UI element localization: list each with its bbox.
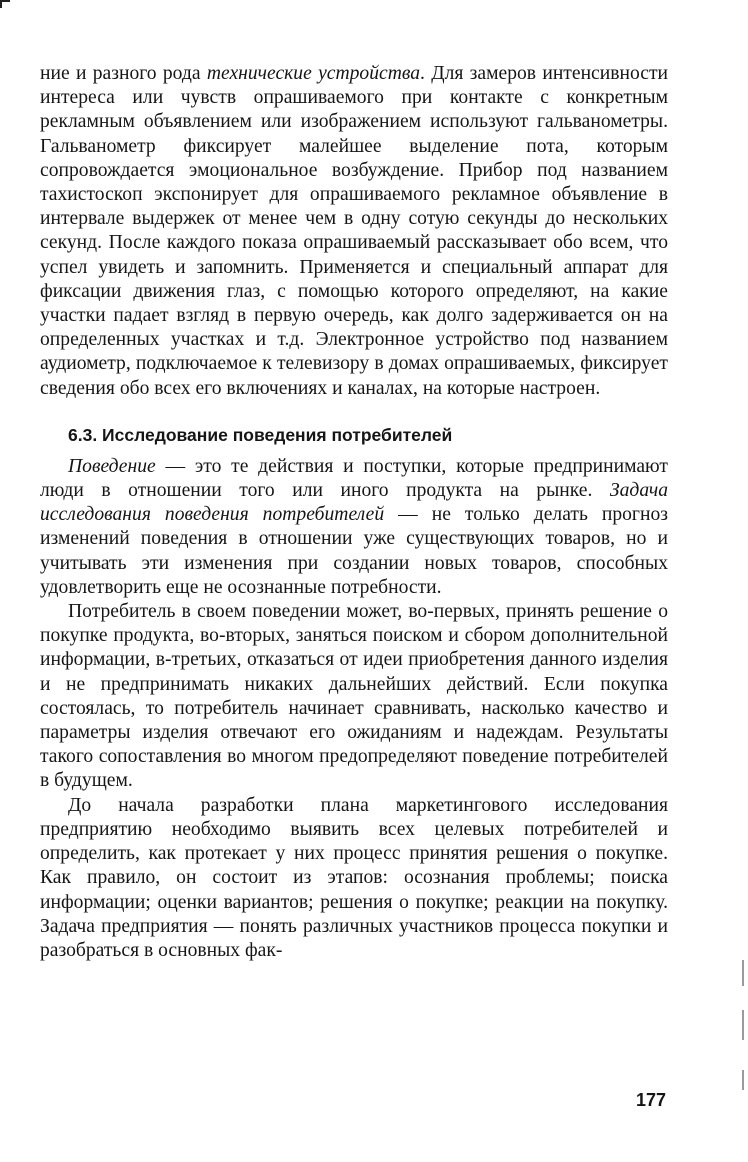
paragraph-text: — не только делать прогноз изменений поведения в отношении уже существующих товаров, но и учитывать эти изменения при создании новых товаров, способных удовлетворить еще не осознанные потребности. (40, 504, 668, 598)
book-page (40, 62, 668, 963)
paragraph-behavior-definition (40, 455, 668, 600)
section-heading: 6.3. Исследование поведения потребителей (68, 424, 453, 445)
paragraph-text: ние и разного рода (40, 63, 207, 84)
emphasis-technical-devices: технические устройства (206, 63, 421, 84)
paragraph-research-plan: До начала разработки плана маркетингового исследования предприятию необходимо выявить всех целевых потребителей и определить, как протекает у них процесс принятия решения о покупке. Как правило, он состоит из этапов: осознания проблемы; поиска информации; оценки вариантов; решения о покупке; реакции на покупку. Задача предприятия — понять различных участников процесса покупки и разобраться в основных фак- (40, 794, 668, 961)
page-number: 177 (635, 1090, 666, 1110)
scan-edge-mark (742, 1070, 744, 1090)
paragraph-measuring-devices (40, 62, 668, 401)
emphasis-behavior: Поведение (68, 455, 156, 477)
paragraph-text: . Для замеров интенсивности интереса или чувств опрашиваемого при контакте с конкретным рекламным объявлением или изображением используют гальванометры. Гальванометр фиксирует малейшее выделение пота, которым сопровождается эмоциональное возбуждение. Прибор под названием тахистоскоп экспонирует для опрашиваемого рекламное объявление в интервале выдержек от менее чем в одну сотую секунды до нескольких секунд. После каждого показа опрашиваемый рассказывает обо всем, что успел увидеть и запомнить. Применяется и специальный аппарат для фиксации движения глаз, с помощью которого определяют, на какие участки падает взгляд в первую очередь, как долго задерживается он на определенных участках и т.д. Электронное устройство под названием аудиометр, подключаемое к телевизору в домах опрашиваемых, фиксирует сведения обо всех его включениях и каналах, на которые настроен. (40, 63, 669, 399)
scan-edge-mark (742, 1010, 744, 1040)
paragraph-consumer-decision: Потребитель в своем поведении может, во-первых, принять решение о покупке продукта, во-вторых, заняться поиском и сбором дополнительной информации, в-третьих, отказаться от идеи приобретения данного изделия и не предпринимать никаких дальнейших действий. Если покупка состоялась, то потребитель начинает сравнивать, насколько качество и параметры изделия отвечают его ожиданиям и надеждам. Результаты такого сопоставления во многом предопределяют поведение потребителей в будущем. (40, 601, 668, 792)
emphasis-research-task: Задача исследования поведения потребителей (40, 480, 668, 526)
paragraph-text: — это те действия и поступки, которые предпринимают люди в отношении того или иного продукта на рынке. (40, 455, 668, 502)
scan-corner-mark (0, 0, 10, 8)
scan-edge-mark (742, 960, 744, 986)
